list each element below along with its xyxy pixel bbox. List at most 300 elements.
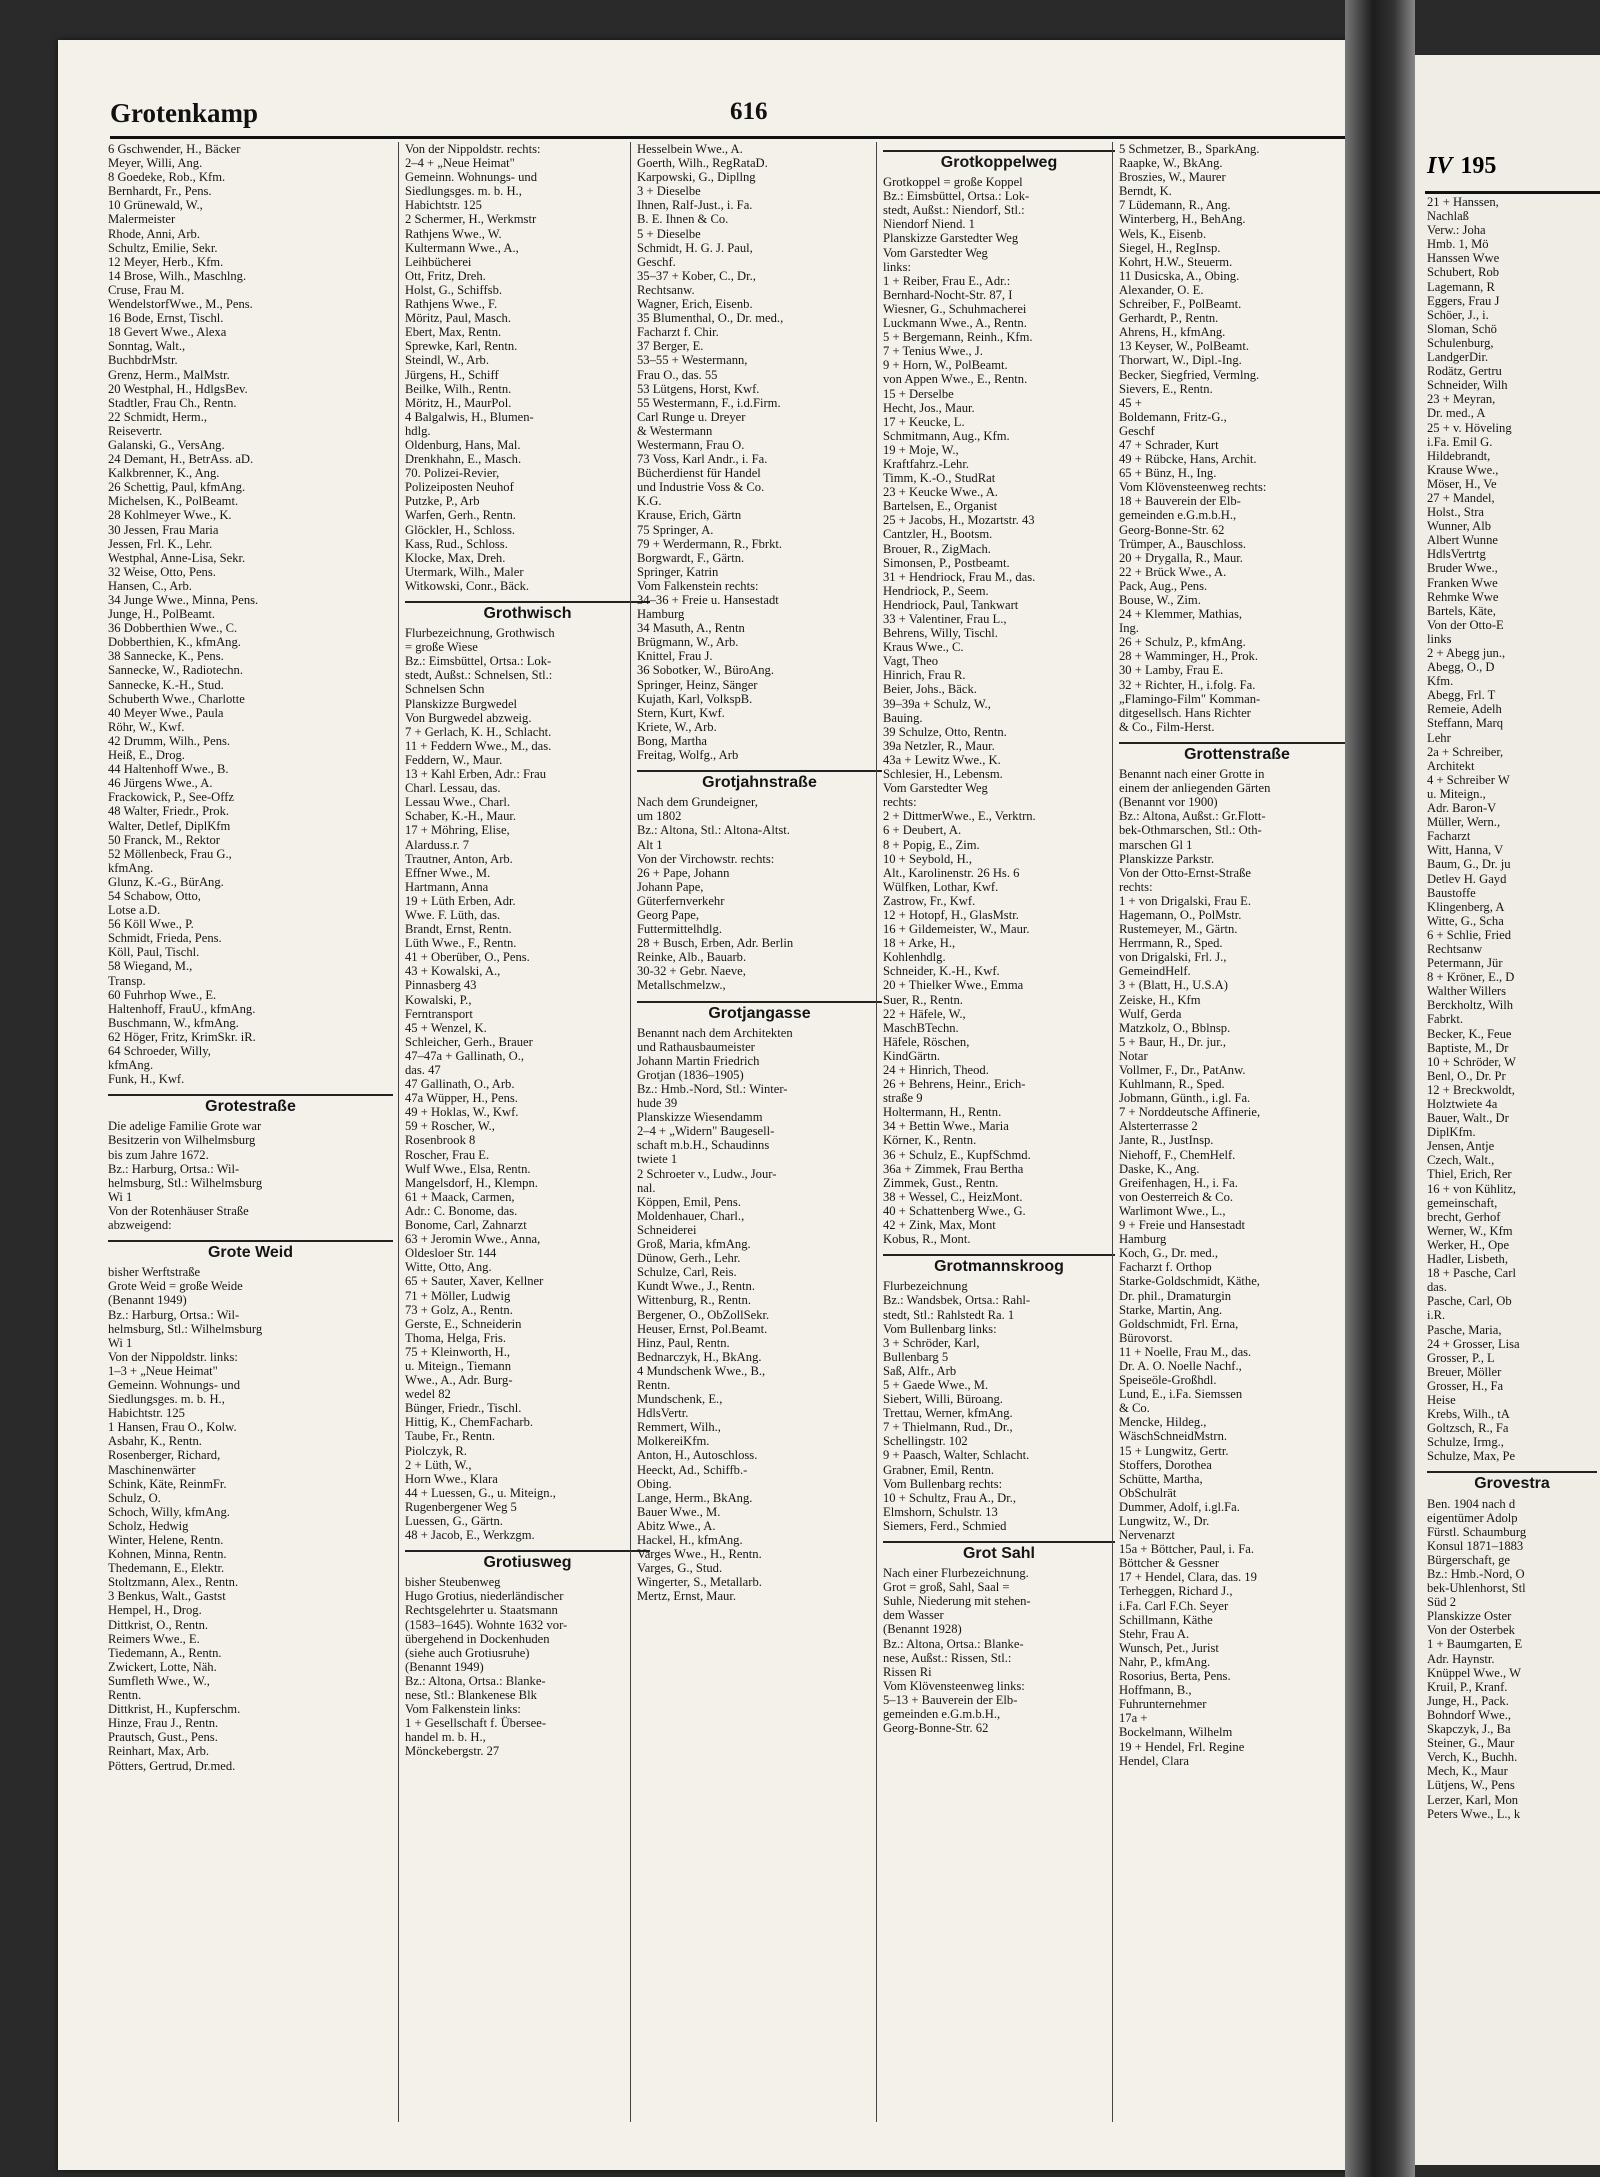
street-heading: Grotkoppelweg xyxy=(883,150,1115,170)
directory-line: Stehr, Frau A. xyxy=(1119,1626,1190,1641)
directory-line: Planskizze Oster xyxy=(1427,1609,1512,1624)
directory-line: Mangelsdorf, H., Klempn. xyxy=(405,1175,538,1190)
directory-line: Wulf Wwe., Elsa, Rentn. xyxy=(405,1161,531,1176)
directory-line: 47a Wüpper, H., Pens. xyxy=(405,1091,518,1106)
directory-line: Wels, K., Eisenb. xyxy=(1119,226,1207,241)
directory-line: Heiß, E., Drog. xyxy=(108,748,185,763)
directory-line: 1 + Baumgarten, E xyxy=(1427,1637,1523,1652)
directory-line: 9 + Freie und Hansestadt xyxy=(1119,1218,1246,1233)
directory-line: Stoffers, Dorothea xyxy=(1119,1457,1212,1472)
directory-line: 45 + Wenzel, K. xyxy=(405,1020,487,1035)
directory-line: 39a Netzler, R., Maur. xyxy=(883,738,995,753)
directory-line: Wunsch, Pet., Jurist xyxy=(1119,1640,1219,1655)
directory-line: 34–36 + Freie u. Hansestadt xyxy=(637,593,779,607)
directory-line: Prautsch, Gust., Pens. xyxy=(108,1730,218,1745)
directory-line: Bz.: Harburg, Ortsa.: Wil- xyxy=(108,1307,240,1322)
directory-line: 2a + Schreiber, xyxy=(1427,744,1504,759)
directory-line: Benannt nach dem Architekten xyxy=(637,1025,793,1040)
directory-line: 3 + (Blatt, H., U.S.A) xyxy=(1119,978,1228,993)
directory-line: 37 Berger, E. xyxy=(637,339,704,354)
directory-line: Siebert, Willi, Büroang. xyxy=(883,1392,1003,1407)
directory-line: und Industrie Voss & Co. xyxy=(637,480,765,495)
directory-line: Berndt, K. xyxy=(1119,184,1172,199)
directory-line: Obing. xyxy=(637,1476,672,1491)
directory-line: stedt, Stl.: Rahlstedt Ra. 1 xyxy=(883,1307,1015,1322)
directory-line: 26 Schettig, Paul, kfmAng. xyxy=(108,480,246,495)
street-heading: Grottenstraße xyxy=(1119,742,1355,762)
directory-line: Rosorius, Berta, Pens. xyxy=(1119,1669,1231,1684)
directory-line: Zastrow, Fr., Kwf. xyxy=(883,893,976,908)
directory-line: Bednarczyk, H., BkAng. xyxy=(637,1349,762,1364)
directory-line: 61 + Maack, Carmen, xyxy=(405,1189,515,1204)
directory-line: 34 Junge Wwe., Minna, Pens. xyxy=(108,593,259,607)
directory-line: Schulze, Carl, Reis. xyxy=(637,1265,737,1280)
directory-line: Von der Otto-E xyxy=(1427,617,1504,632)
directory-line: Güterfernverkehr xyxy=(637,893,725,908)
directory-line: Hamburg xyxy=(637,607,685,622)
directory-line: nese, Stl.: Blankenese Blk xyxy=(405,1688,537,1703)
directory-line: Polizeiposten Neuhof xyxy=(405,480,514,495)
directory-line: Lange, Herm., BkAng. xyxy=(637,1490,753,1505)
directory-line: Wülfken, Lothar, Kwf. xyxy=(883,879,999,894)
directory-line: Beilke, Wilh., Rentn. xyxy=(405,381,512,396)
directory-line: Nervenarzt xyxy=(1119,1528,1175,1543)
directory-line: 5 + Dieselbe xyxy=(637,226,701,241)
directory-line: Wulf, Gerda xyxy=(1119,1006,1182,1021)
column-4 xyxy=(876,142,1115,2122)
directory-line: Mertz, Ernst, Maur. xyxy=(637,1589,736,1604)
directory-line: Freitag, Wolfg., Arb xyxy=(637,748,739,763)
directory-line: Varges Wwe., H., Rentn. xyxy=(637,1547,762,1562)
directory-line: links: xyxy=(883,259,911,274)
directory-line: Kohrt, H.W., Steuerm. xyxy=(1119,254,1233,269)
directory-line: Remmert, Wilh., xyxy=(637,1420,721,1435)
directory-line: Schulze, Max, Pe xyxy=(1427,1449,1516,1464)
directory-line: handel m. b. H., xyxy=(405,1730,486,1745)
street-heading: Grotjangasse xyxy=(637,1001,882,1021)
directory-line: = große Wiese xyxy=(405,640,478,655)
directory-line: Alarduss.r. 7 xyxy=(405,837,470,852)
directory-line: Hendriock, Paul, Tankwart xyxy=(883,597,1019,612)
directory-line: Holst., Stra xyxy=(1427,505,1485,520)
directory-line: Ebert, Max, Rentn. xyxy=(405,325,502,340)
directory-line: WendelstorfWwe., M., Pens. xyxy=(108,297,253,312)
directory-line: Galanski, G., VersAng. xyxy=(108,437,225,452)
directory-line: 65 + Sauter, Xaver, Kellner xyxy=(405,1274,544,1289)
directory-line: Saß, Alfr., Arb xyxy=(883,1363,957,1378)
directory-line: Sloman, Schö xyxy=(1427,321,1497,336)
directory-line: 14 Brose, Wilh., Maschlng. xyxy=(108,268,247,283)
directory-line: Cruse, Frau M. xyxy=(108,282,185,297)
directory-line: Sprewke, Karl, Rentn. xyxy=(405,339,518,354)
directory-line: einem der anliegenden Gärten xyxy=(1119,781,1271,796)
directory-line: bisher Werftstraße xyxy=(108,1265,201,1280)
directory-line: Suer, R., Rentn. xyxy=(883,992,963,1007)
column-2 xyxy=(398,142,650,2122)
directory-line: kfmAng. xyxy=(108,860,154,875)
directory-line: Berckholtz, Wilh xyxy=(1427,998,1513,1013)
directory-line: Elmshorn, Schulstr. 13 xyxy=(883,1504,998,1519)
directory-line: 15 + Lungwitz, Gertr. xyxy=(1119,1443,1229,1458)
directory-line: Eggers, Frau J xyxy=(1427,293,1500,308)
directory-line: Niendorf Niend. 1 xyxy=(883,217,975,232)
directory-line: Rathjens Wwe., F. xyxy=(405,297,498,312)
directory-line: Peters Wwe., L., k xyxy=(1427,1806,1521,1821)
directory-line: Lütjens, W., Pens xyxy=(1427,1778,1515,1793)
directory-line: Thedemann, E., Elektr. xyxy=(108,1561,225,1576)
directory-line: Köppen, Emil, Pens. xyxy=(637,1194,741,1209)
directory-line: Bernhardt, Fr., Pens. xyxy=(108,184,212,199)
directory-line: MaschBTechn. xyxy=(883,1020,959,1035)
directory-line: 17 + Keucke, L. xyxy=(883,414,965,429)
directory-line: Warlimont Wwe., L., xyxy=(1119,1203,1226,1218)
directory-line: Rentn. xyxy=(637,1377,671,1392)
directory-line: Grotkoppel = große Koppel xyxy=(883,175,1023,190)
directory-line: Hoffmann, B., xyxy=(1119,1683,1192,1698)
directory-line: Vom Falkenstein links: xyxy=(405,1702,521,1717)
directory-line: Georg-Bonne-Str. 62 xyxy=(883,1721,989,1736)
directory-line: Wagner, Erich, Eisenb. xyxy=(637,297,753,312)
directory-line: DiplKfm. xyxy=(1427,1125,1476,1140)
directory-line: Utermark, Wilh., Maler xyxy=(405,564,524,579)
directory-line: 24 Demant, H., BetrAss. aD. xyxy=(108,452,254,467)
directory-line: Planskizze Garstedter Weg xyxy=(883,231,1019,246)
directory-line: und Rathausbaumeister xyxy=(637,1039,755,1054)
directory-line: Matzkolz, O., Bblnsp. xyxy=(1119,1020,1231,1035)
directory-line: 5 + Bergemann, Reinh., Kfm. xyxy=(883,330,1033,345)
directory-line: 5–13 + Bauverein der Elb- xyxy=(883,1692,1018,1707)
directory-line: Baptiste, M., Dr xyxy=(1427,1040,1509,1055)
directory-line: Speiseöle-Großhdl. xyxy=(1119,1373,1217,1388)
directory-line: Gemeinn. Wohnungs- und xyxy=(405,170,538,185)
directory-line: Thorwart, W., Dipl.-Ing. xyxy=(1119,353,1242,368)
directory-line: Klingenberg, A xyxy=(1427,899,1505,914)
directory-line: Remeie, Adelh xyxy=(1427,702,1502,717)
directory-line: Groß, Maria, kfmAng. xyxy=(637,1237,751,1252)
directory-line: Adr. Haynstr. xyxy=(1427,1651,1495,1666)
directory-line: Schuberth Wwe., Charlotte xyxy=(108,691,245,706)
directory-line: Czech, Walt., xyxy=(1427,1153,1495,1168)
directory-line: Ahrens, H., kfmAng. xyxy=(1119,325,1226,340)
directory-line: Metallschmelzw., xyxy=(637,978,726,993)
directory-line: 7 + Tenius Wwe., J. xyxy=(883,344,983,359)
directory-line: Vagt, Theo xyxy=(883,654,939,669)
directory-line: & Co., Film-Herst. xyxy=(1119,719,1215,734)
directory-line: Stadtler, Frau Ch., Rentn. xyxy=(108,395,237,410)
directory-line: i.Fa. Emil G. xyxy=(1427,434,1493,449)
directory-line: Abitz Wwe., A. xyxy=(637,1518,716,1533)
directory-line: Bz.: Eimsbüttel, Ortsa.: Lok- xyxy=(405,654,552,669)
directory-line: 24 + Hinrich, Theod. xyxy=(883,1063,989,1077)
directory-line: straße 9 xyxy=(883,1091,923,1106)
directory-line: Planskizze Parkstr. xyxy=(1119,851,1215,866)
directory-line: Schütte, Martha, xyxy=(1119,1471,1203,1486)
directory-line: Frackowick, P., See-Offz xyxy=(108,790,235,805)
directory-line: Benannt nach einer Grotte in xyxy=(1119,767,1265,782)
directory-line: Müller, Wern., xyxy=(1427,815,1501,830)
directory-line: Westphal, Anne-Lisa, Sekr. xyxy=(108,550,246,565)
directory-line: Siemers, Ferd., Schmied xyxy=(883,1518,1007,1533)
directory-line: Wwe. F. Lüth, das. xyxy=(405,907,501,922)
directory-line: Reimers Wwe., E. xyxy=(108,1631,200,1646)
directory-line: Karpowski, G., Dipllng xyxy=(637,170,756,185)
directory-line: Notar xyxy=(1119,1048,1148,1063)
directory-line: Vollmer, F., Dr., PatAnw. xyxy=(1119,1063,1246,1077)
directory-line: Brügmann, W., Arb. xyxy=(637,635,739,650)
directory-line: Mönckebergstr. 27 xyxy=(405,1744,500,1759)
directory-line: 53–55 + Westermann, xyxy=(637,353,748,368)
directory-line: Maschinenwärter xyxy=(108,1462,196,1477)
directory-line: Dünow, Gerh., Lehr. xyxy=(637,1251,741,1266)
directory-line: twiete 1 xyxy=(637,1152,678,1167)
directory-line: Dr. phil., Dramaturgin xyxy=(1119,1288,1232,1303)
directory-line: 43a + Lewitz Wwe., K. xyxy=(883,752,1001,767)
directory-line: 6 + Schlie, Fried xyxy=(1427,927,1512,942)
street-heading: Grotjahnstraße xyxy=(637,770,882,790)
directory-line: Habichtstr. 125 xyxy=(405,198,482,213)
directory-line: Vom Klövensteenweg rechts: xyxy=(1119,480,1267,495)
directory-line: Stern, Kurt, Kwf. xyxy=(637,705,725,720)
directory-line: Bergener, O., ObZollSekr. xyxy=(637,1307,770,1322)
directory-line: Meyer, Willi, Ang. xyxy=(108,156,203,171)
directory-line: Sumfleth Wwe., W., xyxy=(108,1673,210,1688)
directory-line: 12 + Hotopf, H., GlasMstr. xyxy=(883,907,1019,922)
directory-line: 18 + Bauverein der Elb- xyxy=(1119,494,1241,509)
directory-line: 5 + Baur, H., Dr. jur., xyxy=(1119,1034,1226,1049)
directory-line: 48 Walter, Friedr., Prok. xyxy=(108,804,230,819)
directory-line: Von der Virchowstr. rechts: xyxy=(637,851,775,866)
adjacent-column xyxy=(1427,195,1597,1821)
directory-line: Verw.: Joha xyxy=(1427,223,1486,238)
directory-line: 35 Blumenthal, O., Dr. med., xyxy=(637,311,784,326)
directory-line: 39 Schulze, Otto, Rentn. xyxy=(883,724,1007,739)
directory-line: Zeiske, H., Kfm xyxy=(1119,992,1201,1007)
directory-line: 42 Drumm, Wilh., Pens. xyxy=(108,733,231,748)
directory-line: Lotse a.D. xyxy=(108,903,161,918)
directory-line: 4 + Schreiber W xyxy=(1427,772,1510,787)
directory-line: bisher Steubenweg xyxy=(405,1575,501,1590)
directory-line: Bohndorf Wwe., xyxy=(1427,1707,1512,1722)
directory-line: bek-Othmarschen, Stl.: Oth- xyxy=(1119,823,1262,838)
directory-line: Grote Weid = große Weide xyxy=(108,1279,243,1294)
directory-line: Hamburg xyxy=(1119,1232,1167,1247)
directory-line: Grosser, P., L xyxy=(1427,1350,1495,1365)
directory-line: 6 + Deubert, A. xyxy=(883,823,962,838)
directory-line: 1 + Reiber, Frau E., Adr.: xyxy=(883,273,1011,288)
directory-line: Herrmann, R., Sped. xyxy=(1119,936,1223,951)
directory-line: Luckmann Wwe., A., Rentn. xyxy=(883,316,1027,331)
directory-line: B. E. Ihnen & Co. xyxy=(637,212,729,227)
directory-line: Holst, G., Schiffsb. xyxy=(405,282,503,297)
directory-line: Schulze, Irmg., xyxy=(1427,1435,1504,1450)
directory-line: Effner Wwe., M. xyxy=(405,865,491,880)
directory-line: 39–39a + Schulz, W., xyxy=(883,696,991,711)
directory-line: Broszies, W., Maurer xyxy=(1119,170,1226,185)
directory-line: Nahr, P., kfmAng. xyxy=(1119,1654,1211,1669)
directory-line: Hildebrandt, xyxy=(1427,448,1491,463)
directory-line: 1 + Gesellschaft f. Überseе- xyxy=(405,1716,547,1731)
directory-line: Heeckt, Ad., Schiffb.- xyxy=(637,1462,748,1477)
directory-line: Bz.: Hmb.-Nord, Stl.: Winter- xyxy=(637,1082,788,1096)
directory-line: Schneider, K.-H., Kwf. xyxy=(883,964,1000,979)
directory-line: Glunz, K.-G., BürAng. xyxy=(108,874,224,889)
directory-line: hude 39 xyxy=(637,1096,678,1111)
directory-line: 79 + Werdermann, R., Fbrkt. xyxy=(637,536,783,551)
directory-line: Charl. Lessau, das. xyxy=(405,781,501,796)
directory-line: Gemeinn. Wohnungs- und xyxy=(108,1377,241,1392)
directory-line: 75 + Kleinworth, H., xyxy=(405,1344,511,1359)
directory-line: 7 + Norddeutsche Affinerie, xyxy=(1119,1105,1261,1120)
directory-line: Behrens, Willy, Tischl. xyxy=(883,626,998,641)
directory-line: Schnelsen Schn xyxy=(405,682,485,697)
directory-line: Junge, H., Pack. xyxy=(1427,1693,1509,1708)
street-heading: Grote Weid xyxy=(108,1240,393,1260)
directory-line: 73 Voss, Karl Andr., i. Fa. xyxy=(637,452,768,467)
directory-line: 4 Balgalwis, H., Blumen- xyxy=(405,409,534,424)
directory-line: 32 Weise, Otto, Pens. xyxy=(108,564,216,579)
directory-line: Witt, Hanna, V xyxy=(1427,843,1504,858)
directory-line: Rentn. xyxy=(108,1688,142,1703)
directory-line: Wunner, Alb xyxy=(1427,519,1492,534)
directory-line: 16 + Gildemeister, W., Maur. xyxy=(883,922,1030,937)
directory-line: Bz.: Altona, Ortsa.: Blanke- xyxy=(883,1636,1024,1651)
directory-line: Leihbücherei xyxy=(405,254,472,269)
directory-line: Georg-Bonne-Str. 62 xyxy=(1119,522,1225,537)
directory-line: Johann Martin Friedrich xyxy=(637,1053,760,1068)
directory-line: Trautner, Anton, Arb. xyxy=(405,851,513,866)
directory-line: 30 Jessen, Frau Maria xyxy=(108,522,219,537)
directory-line: Vom Bullenbarg links: xyxy=(883,1321,997,1336)
directory-line: Rosenbrook 8 xyxy=(405,1133,476,1148)
directory-line: Rechtsanw. xyxy=(637,282,695,297)
directory-line: Glöckler, H., Schloss. xyxy=(405,522,516,537)
directory-line: 25 + Jacobs, H., Mozartstr. 43 xyxy=(883,513,1035,528)
directory-line: Von der Nippoldstr. rechts: xyxy=(405,142,541,156)
directory-line: 1 Hansen, Frau O., Kolw. xyxy=(108,1420,237,1435)
directory-line: 20 + Drygalla, R., Maur. xyxy=(1119,550,1243,565)
directory-line: 32 + Richter, H., i.folg. Fa. xyxy=(1119,677,1256,692)
directory-line: 11 + Feddern Wwe., M., das. xyxy=(405,738,552,753)
directory-line: gemeinschaft, xyxy=(1427,1195,1498,1210)
directory-line: 15 + Derselbe xyxy=(883,386,954,401)
directory-line: „Flamingo-Film" Komman- xyxy=(1119,691,1261,706)
directory-line: Köll, Paul, Tischl. xyxy=(108,945,200,960)
directory-line: Knittel, Frau J. xyxy=(637,649,713,664)
directory-line: Schulz, O. xyxy=(108,1490,161,1505)
directory-line: Röhr, W., Kwf. xyxy=(108,719,185,734)
directory-line: GemeindHelf. xyxy=(1119,964,1191,979)
directory-line: (Benannt 1949) xyxy=(405,1659,484,1674)
directory-line: Gerste, E., Schneiderin xyxy=(405,1316,522,1331)
directory-line: Stoltzmann, Alex., Rentn. xyxy=(108,1575,239,1590)
running-head-street: Grotenkamp xyxy=(110,98,259,128)
directory-line: Starke, Martin, Ang. xyxy=(1119,1302,1223,1317)
directory-line: Jobmann, Günth., i.gl. Fa. xyxy=(1119,1091,1251,1106)
directory-line: 16 Bode, Ernst, Tischl. xyxy=(108,311,224,326)
directory-line: 2 Schroeter v., Ludw., Jour- xyxy=(637,1166,777,1181)
directory-line: 2–4 + „Widern" Baugesell- xyxy=(637,1124,775,1139)
directory-line: Facharzt f. Chir. xyxy=(637,325,719,340)
adjacent-volume: IV xyxy=(1427,153,1453,179)
directory-line: Bz.: Eimsbüttel, Ortsa.: Lok- xyxy=(883,189,1030,204)
directory-line: 4 Mundschenk Wwe., B., xyxy=(637,1363,766,1378)
directory-line: Kohlenhdlg. xyxy=(883,950,946,965)
directory-line: Thiel, Erich, Rer xyxy=(1427,1167,1512,1182)
directory-line: 22 + Häfele, W., xyxy=(883,1006,966,1021)
directory-line: 11 Dusicska, A., Obing. xyxy=(1119,268,1240,283)
directory-line: Rhode, Anni, Arb. xyxy=(108,226,201,241)
directory-line: Hadler, Lisbeth, xyxy=(1427,1252,1508,1267)
directory-line: & Co. xyxy=(1119,1401,1150,1416)
directory-line: 28 + Wamminger, H., Prok. xyxy=(1119,649,1258,664)
directory-line: Carl Runge u. Dreyer xyxy=(637,409,746,424)
adjacent-page-header xyxy=(1427,153,1496,180)
directory-line: Ben. 1904 nach d xyxy=(1427,1496,1516,1511)
directory-line: 28 + Busch, Erben, Adr. Berlin xyxy=(637,936,794,951)
directory-line: Kass, Rud., Schloss. xyxy=(405,536,508,551)
directory-line: Springer, Heinz, Sänger xyxy=(637,677,758,692)
directory-line: 7 + Thielmann, Rud., Dr., xyxy=(883,1420,1013,1435)
directory-line: Bauer Wwe., M. xyxy=(637,1504,721,1519)
directory-line: Walter, Detlef, DiplKfm xyxy=(108,818,231,833)
directory-line: Bz.: Hmb.-Nord, O xyxy=(1427,1567,1525,1581)
directory-line: Siedlungsges. m. b. H., xyxy=(405,184,522,199)
directory-line: Hackel, H., kfmAng. xyxy=(637,1533,743,1547)
directory-line: wedel 82 xyxy=(405,1387,451,1402)
directory-line: Vom Falkenstein rechts: xyxy=(637,578,759,593)
directory-line: Werner, W., Kfm xyxy=(1427,1223,1513,1238)
directory-line: Vom Garstedter Weg xyxy=(883,781,988,796)
directory-line: Sannecke, K.-H., Stud. xyxy=(108,677,224,692)
directory-line: Lessau Wwe., Charl. xyxy=(405,795,511,810)
directory-line: i.Fa. Carl F.Ch. Seyer xyxy=(1119,1598,1229,1613)
directory-line: Borgwardt, F., Gärtn. xyxy=(637,550,745,565)
directory-line: Rehmke Wwe xyxy=(1427,589,1499,604)
directory-line: Cantzler, H., Bootsm. xyxy=(883,527,993,542)
column-1 xyxy=(108,142,393,2122)
directory-line: 22 Schmidt, Herm., xyxy=(108,409,207,424)
directory-line: Schultz, Emilie, Sekr. xyxy=(108,240,218,255)
directory-line: 40 + Schattenberg Wwe., G. xyxy=(883,1203,1026,1218)
directory-line: Facharzt xyxy=(1427,829,1471,844)
directory-line: Daske, K., Ang. xyxy=(1119,1161,1200,1176)
directory-line: Dummer, Adolf, i.gl.Fa. xyxy=(1119,1499,1240,1514)
directory-line: (Benannt 1928) xyxy=(883,1622,962,1637)
directory-line: 12 + Breckwoldt, xyxy=(1427,1082,1515,1097)
directory-line: Dittkrist, H., Kupferschm. xyxy=(108,1702,241,1717)
directory-line: Schleicher, Gerh., Brauer xyxy=(405,1034,533,1049)
directory-line: 36 + Schulz, E., KupfSchmd. xyxy=(883,1147,1031,1162)
directory-line: Alt., Karolinenstr. 26 Hs. 6 xyxy=(883,865,1020,880)
directory-line: Alexander, O. E. xyxy=(1119,282,1204,297)
directory-line: Piolczyk, R. xyxy=(405,1443,467,1458)
directory-line: 64 Schroeder, Willy, xyxy=(108,1044,211,1058)
directory-line: Baum, G., Dr. ju xyxy=(1427,857,1511,872)
directory-line: Drenkhahn, E., Masch. xyxy=(405,452,522,467)
directory-line: Alsterterrasse 2 xyxy=(1119,1119,1198,1134)
directory-line: HdlsVertrtg xyxy=(1427,547,1486,562)
directory-line: 31 + Hendriock, Frau M., das. xyxy=(883,569,1036,584)
directory-line: Witte, Otto, Ang. xyxy=(405,1260,492,1275)
directory-line: Dr. A. O. Noelle Nachf., xyxy=(1119,1358,1242,1373)
directory-line: Johann Pape, xyxy=(637,879,704,894)
directory-line: 36a + Zimmek, Frau Bertha xyxy=(883,1161,1024,1176)
directory-line: Transp. xyxy=(108,973,146,988)
directory-line: Oldenburg, Hans, Mal. xyxy=(405,437,521,452)
directory-line: 23 + Keucke Wwe., A. xyxy=(883,485,998,500)
directory-line: MolkereiKfm. xyxy=(637,1434,710,1449)
directory-line: Häfele, Röschen, xyxy=(883,1034,970,1049)
